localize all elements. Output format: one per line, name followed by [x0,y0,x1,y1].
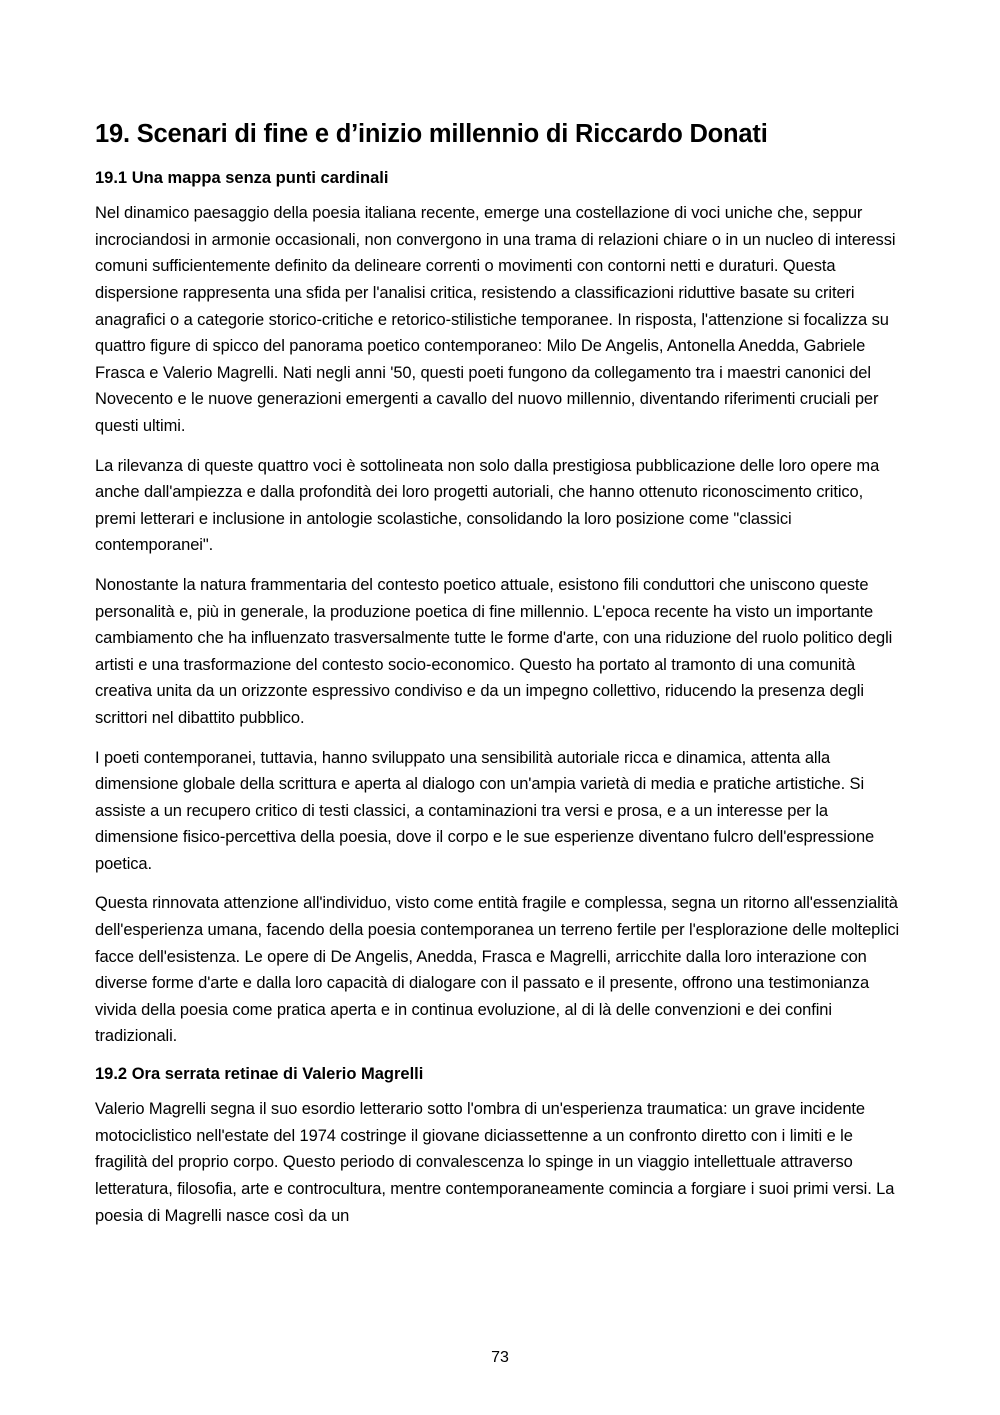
section-heading: 19.1 Una mappa senza punti cardinali [95,169,389,188]
section-heading: 19.2 Ora serrata retinae di Valerio Magrelli [95,1065,424,1084]
page-number: 73 [491,1349,509,1366]
paragraph: Nonostante la natura frammentaria del contesto poetico attuale, esistono fili conduttori che uniscono queste personalità e, più in generale, la produzione poetica di fine millennio. L'epoca recente ha visto un importante cambiamento che ha influenzato trasversalmente tutte le forme d'arte, con una riduzione del ruolo politico degli artisti e una trasformazione del contesto socio-economico. Questo ha portato al tramonto di una comunità creativa unita da un orizzonte espressivo condiviso e da un impegno collettivo, riducendo la presenza degli scrittori nel dibattito pubblico. [95,575,893,727]
paragraph: Valerio Magrelli segna il suo esordio letterario sotto l'ombra di un'esperienza traumatica: un grave incidente motociclistico nell'estate del 1974 costringe il giovane diciassettenne a un confronto diretto con i limiti e le fragilità del proprio corpo. Questo periodo di convalescenza lo spinge in un viaggio intellettuale attraverso letteratura, filosofia, arte e controcultura, mentre contemporaneamente comincia a forgiare i suoi primi versi. La poesia di Magrelli nasce così da un [95,1100,895,1225]
paragraph: La rilevanza di queste quattro voci è sottolineata non solo dalla prestigiosa pubblicazione delle loro opere ma anche dall'ampiezza e dalla profondità dei loro progetti autoriali, che hanno ottenuto riconoscimento critico, premi letterari e inclusione in antologie scolastiche, consolidando la loro posizione come "classici contemporanei". [95,456,880,555]
chapter-title: 19. Scenari di fine e d’inizio millennio di Riccardo Donati [95,120,768,148]
section-1 [95,167,907,1050]
paragraph: I poeti contemporanei, tuttavia, hanno sviluppato una sensibilità autoriale ricca e dinamica, attenta alla dimensione globale della scrittura e aperta al dialogo con un'ampia varietà di media e pratiche artistiche. Si assiste a un recupero critico di testi classici, a contaminazioni tra versi e prosa, e a un interesse per la dimensione fisico-percettiva della poesia, dove il corpo e le sue esperienze diventano fulcro dell'espressione poetica. [95,748,875,873]
section-2 [95,1063,907,1229]
document-page [95,118,907,1242]
paragraph: Nel dinamico paesaggio della poesia italiana recente, emerge una costellazione di voci uniche che, seppur incrociandosi in armonie occasionali, non convergono in una trama di relazioni chiare o in un nucleo di interessi comuni sufficientemente definito da delineare correnti o movimenti con contorni netti e duraturi. Questa dispersione rappresenta una sfida per l'analisi critica, resistendo a classificazioni riduttive basate su criteri anagrafici o a categorie storico-critiche e retorico-stilistiche temporanee. In risposta, l'attenzione si focalizza su quattro figure di spicco del panorama poetico contemporaneo: Milo De Angelis, Antonella Anedda, Gabriele Frasca e Valerio Magrelli. Nati negli anni '50, questi poeti fungono da collegamento tra i maestri canonici del Novecento e le nuove generazioni emergenti a cavallo del nuovo millennio, diventando riferimenti cruciali per questi ultimi. [95,204,896,435]
paragraph: Questa rinnovata attenzione all'individuo, visto come entità fragile e complessa, segna un ritorno all'essenzialità dell'esperienza umana, facendo della poesia contemporanea un terreno fertile per l'esplorazione delle molteplici facce dell'esistenza. Le opere di De Angelis, Anedda, Frasca e Magrelli, arricchite dalla loro interazione con diverse forme d'arte e dalla loro capacità di dialogare con il passato e il presente, offrono una testimonianza vivida della poesia come pratica aperta e in continua evoluzione, al di là delle convenzioni e dei confini tradizionali. [95,894,900,1046]
